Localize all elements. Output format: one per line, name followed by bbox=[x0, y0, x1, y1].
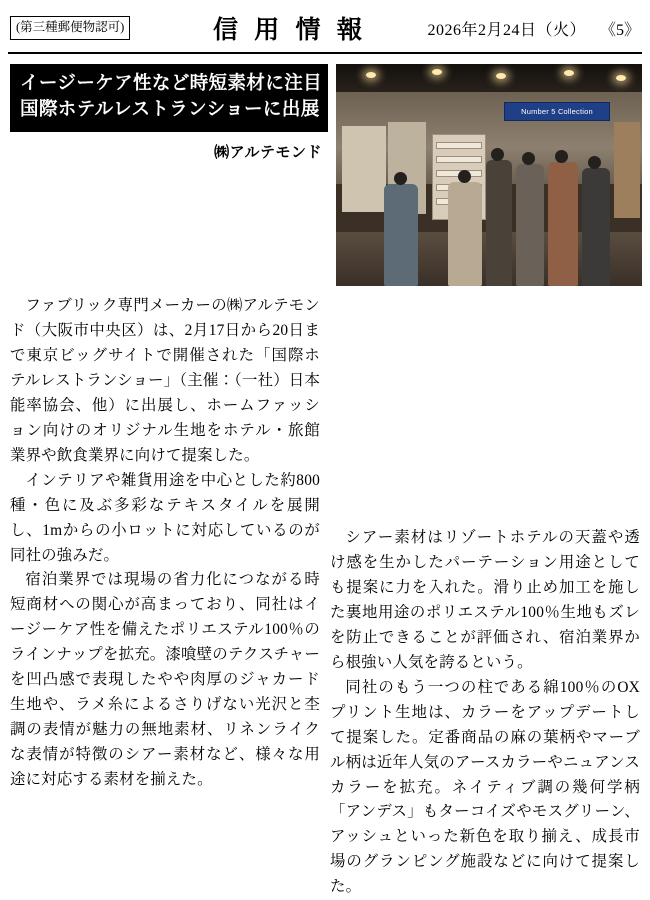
photo-visitor-head bbox=[588, 156, 601, 169]
issue-date: 2026年2月24日（火） bbox=[427, 21, 586, 39]
article-content bbox=[0, 54, 650, 900]
booth-signboard bbox=[504, 102, 610, 121]
photo-fabric-panel bbox=[614, 122, 640, 218]
photo-visitor-head bbox=[491, 148, 504, 161]
photo-ceiling-lamp bbox=[432, 69, 442, 75]
photo-visitor bbox=[486, 160, 512, 286]
photo-visitor-head bbox=[394, 172, 407, 185]
photo-visitor-head bbox=[522, 152, 535, 165]
photo-visitor bbox=[516, 164, 544, 286]
article-paragraph: シアー素材はリゾートホテルの天蓋や透け感を生かしたパーテーション用途としても提案に力を入れた。滑り止め加工を施した裏地用途のポリエステル100％生地もズレを防止できることが評価され、宿泊業界から根強い人気を誇るという。 bbox=[330, 529, 640, 671]
photo-sample-rack-shelf bbox=[436, 142, 482, 149]
page-number: 《5》 bbox=[599, 21, 640, 39]
photo-visitor bbox=[582, 168, 610, 286]
article-byline: ㈱アルテモンド bbox=[214, 144, 322, 161]
article-columns bbox=[10, 294, 640, 900]
newspaper-title: 信 用 情 報 bbox=[213, 17, 367, 44]
headline-line-1: イージーケア性など時短素材に注目 bbox=[20, 74, 323, 94]
article-column-left bbox=[10, 294, 320, 900]
article-paragraph: 同社のもう一つの柱である綿100％のOXプリント生地は、カラーをアップデートして提案した。定番商品の麻の葉柄やマーブル柄は近年人気のアースカラーやニュアンスカラーを拡充。ネイティブ調の幾何学柄「アンデス」もターコイズやモスグリーン、アッシュといった新色を取り揃え、成長市場のグランピング施設などに向けて提案した。 bbox=[330, 678, 640, 896]
photo-ceiling-lamp bbox=[366, 72, 376, 78]
exhibition-booth-photo bbox=[336, 64, 642, 286]
booth-signboard-text: Number 5 Collection bbox=[521, 107, 593, 116]
postal-approval-mark: (第三種郵便物認可) bbox=[10, 16, 130, 40]
photo-visitor-head bbox=[555, 150, 568, 163]
photo-flow-spacer bbox=[330, 294, 640, 526]
photo-visitor-head bbox=[458, 170, 471, 183]
masthead bbox=[0, 0, 650, 50]
article-top-area bbox=[10, 64, 640, 286]
photo-ceiling bbox=[336, 64, 642, 94]
article-paragraph: ファブリック専門メーカーの㈱アルテモンド（大阪市中央区）は、2月17日から20日まで東京ビッグサイトで開催された「国際ホテルレストランショー」（主催：（一社）日本能率協会、他）に出展し、ホームファッション向けのオリジナル生地をホテル・旅館業界や飲食業界に向けて提案した。 bbox=[10, 297, 320, 464]
issue-meta bbox=[427, 17, 640, 40]
photo-ceiling-lamp bbox=[496, 73, 506, 79]
photo-fabric-panel bbox=[342, 126, 386, 212]
article-paragraph: 宿泊業界では現場の省力化につながる時短商材への関心が高まっており、同社はイージーケア性を備えたポリエステル100％のラインナップを拡充。漆喰壁のテクスチャーを凹凸感で表現したやや肉厚のジャカード生地や、ラメ糸によるさりげない光沢と杢調の表情が魅力の無地素材、リネンライクな表情が特徴のシアー素材など、様々な用途に対応する素材を揃えた。 bbox=[10, 571, 320, 789]
photo-sample-rack-shelf bbox=[436, 156, 482, 163]
headline-block bbox=[10, 64, 328, 162]
photo-ceiling-lamp bbox=[616, 75, 626, 81]
article-paragraph: インテリアや雑貨用途を中心とした約800種・色に及ぶ多彩なテキスタイルを展開し、1mからの小ロットに対応しているのが同社の強みだ。 bbox=[10, 471, 320, 564]
photo-visitor bbox=[448, 182, 482, 286]
photo-visitor bbox=[384, 184, 418, 286]
photo-visitor bbox=[548, 162, 578, 286]
article-headline bbox=[10, 64, 328, 132]
article-column-right bbox=[330, 294, 640, 900]
headline-line-2: 国際ホテルレストランショーに出展 bbox=[20, 100, 320, 121]
photo-ceiling-lamp bbox=[564, 70, 574, 76]
